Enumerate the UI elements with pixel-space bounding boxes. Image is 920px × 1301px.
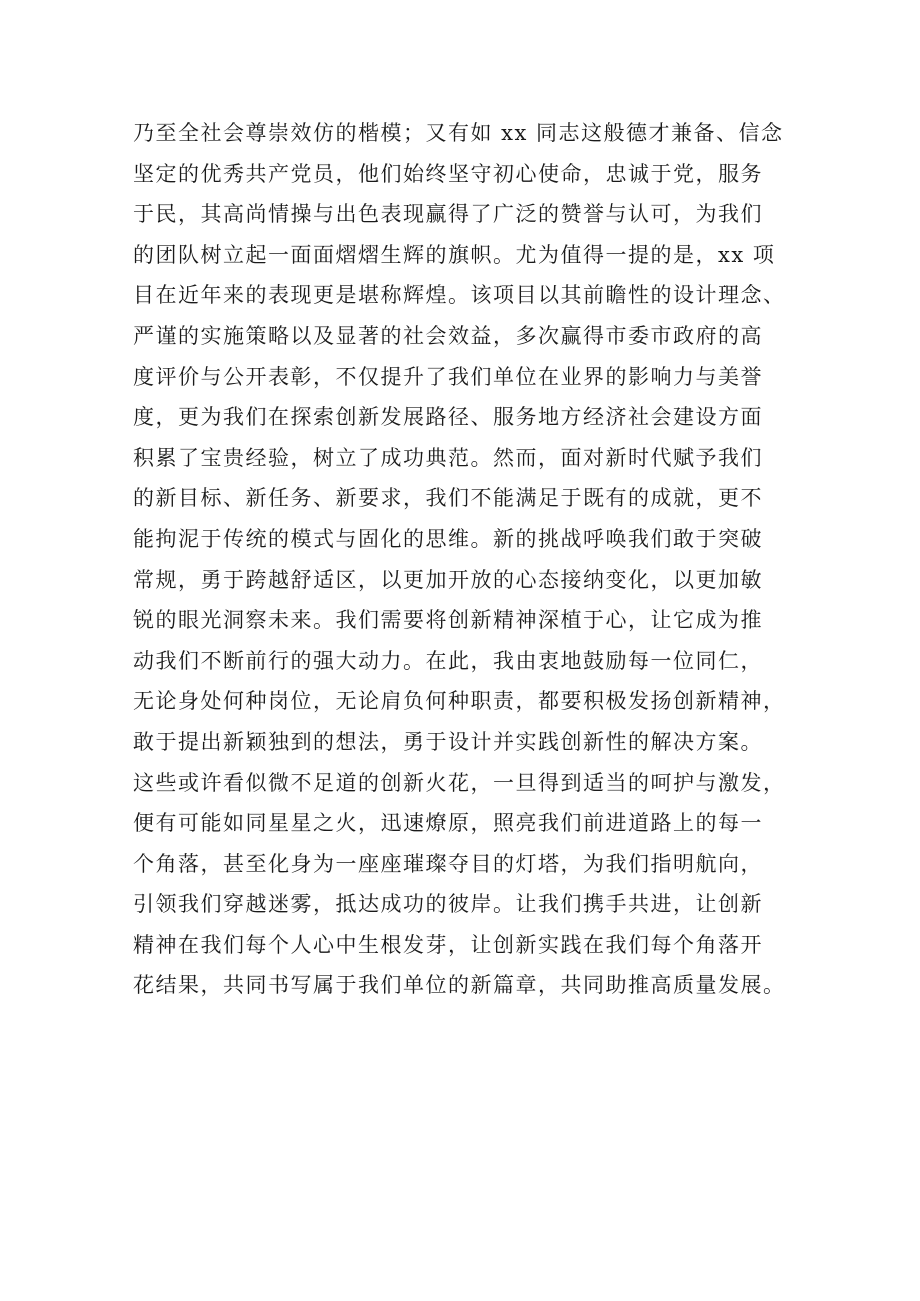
text-line: 精神在我们每个人心中生根发芽，让创新实践在我们每个角落开 [133, 932, 763, 957]
text-line: 能拘泥于传统的模式与固化的思维。新的挑战呼唤我们敢于突破 [133, 526, 763, 551]
text-line: 于民，其高尚情操与出色表现赢得了广泛的赞誉与认可，为我们 [133, 202, 763, 227]
text-line: 便有可能如同星星之火，迅速燎原，照亮我们前进道路上的每一 [133, 811, 763, 836]
text-line: 坚定的优秀共产党员，他们始终坚守初心使命，忠诚于党，服务 [133, 161, 763, 186]
text-line: 度评价与公开表彰，不仅提升了我们单位在业界的影响力与美誉 [133, 364, 763, 389]
text-line: 严谨的实施策略以及显著的社会效益，多次赢得市委市政府的高 [133, 323, 763, 348]
text-line: 个角落，甚至化身为一座座璀璨夺目的灯塔，为我们指明航向， [133, 851, 763, 876]
text-line: 常规，勇于跨越舒适区，以更加开放的心态接纳变化，以更加敏 [133, 567, 763, 592]
text-line: 敢于提出新颖独到的想法，勇于设计并实践创新性的解决方案。 [133, 729, 763, 754]
text-line: 这些或许看似微不足道的创新火花，一旦得到适当的呵护与激发， [133, 770, 786, 795]
body-paragraph [133, 113, 813, 1006]
text-line: 的新目标、新任务、新要求，我们不能满足于既有的成就，更不 [133, 486, 763, 511]
text-line: 的团队树立起一面面熠熠生辉的旗帜。尤为值得一提的是，xx 项 [133, 242, 776, 267]
text-line: 乃至全社会尊崇效仿的楷模；又有如 xx 同志这般德才兼备、信念 [133, 121, 784, 145]
text-line: 目在近年来的表现更是堪称辉煌。该项目以其前瞻性的设计理念、 [133, 283, 786, 308]
text-line: 度，更为我们在探索创新发展路径、服务地方经济社会建设方面 [133, 405, 763, 430]
text-line: 无论身处何种岗位，无论肩负何种职责，都要积极发扬创新精神， [133, 689, 786, 714]
text-line: 花结果，共同书写属于我们单位的新篇章，共同助推高质量发展。 [133, 973, 786, 998]
text-line: 引领我们穿越迷雾，抵达成功的彼岸。让我们携手共进，让创新 [133, 892, 763, 917]
text-line: 动我们不断前行的强大动力。在此，我由衷地鼓励每一位同仁， [133, 648, 763, 673]
text-line: 锐的眼光洞察未来。我们需要将创新精神深植于心，让它成为推 [133, 608, 763, 633]
text-line: 积累了宝贵经验，树立了成功典范。然而，面对新时代赋予我们 [133, 445, 763, 470]
